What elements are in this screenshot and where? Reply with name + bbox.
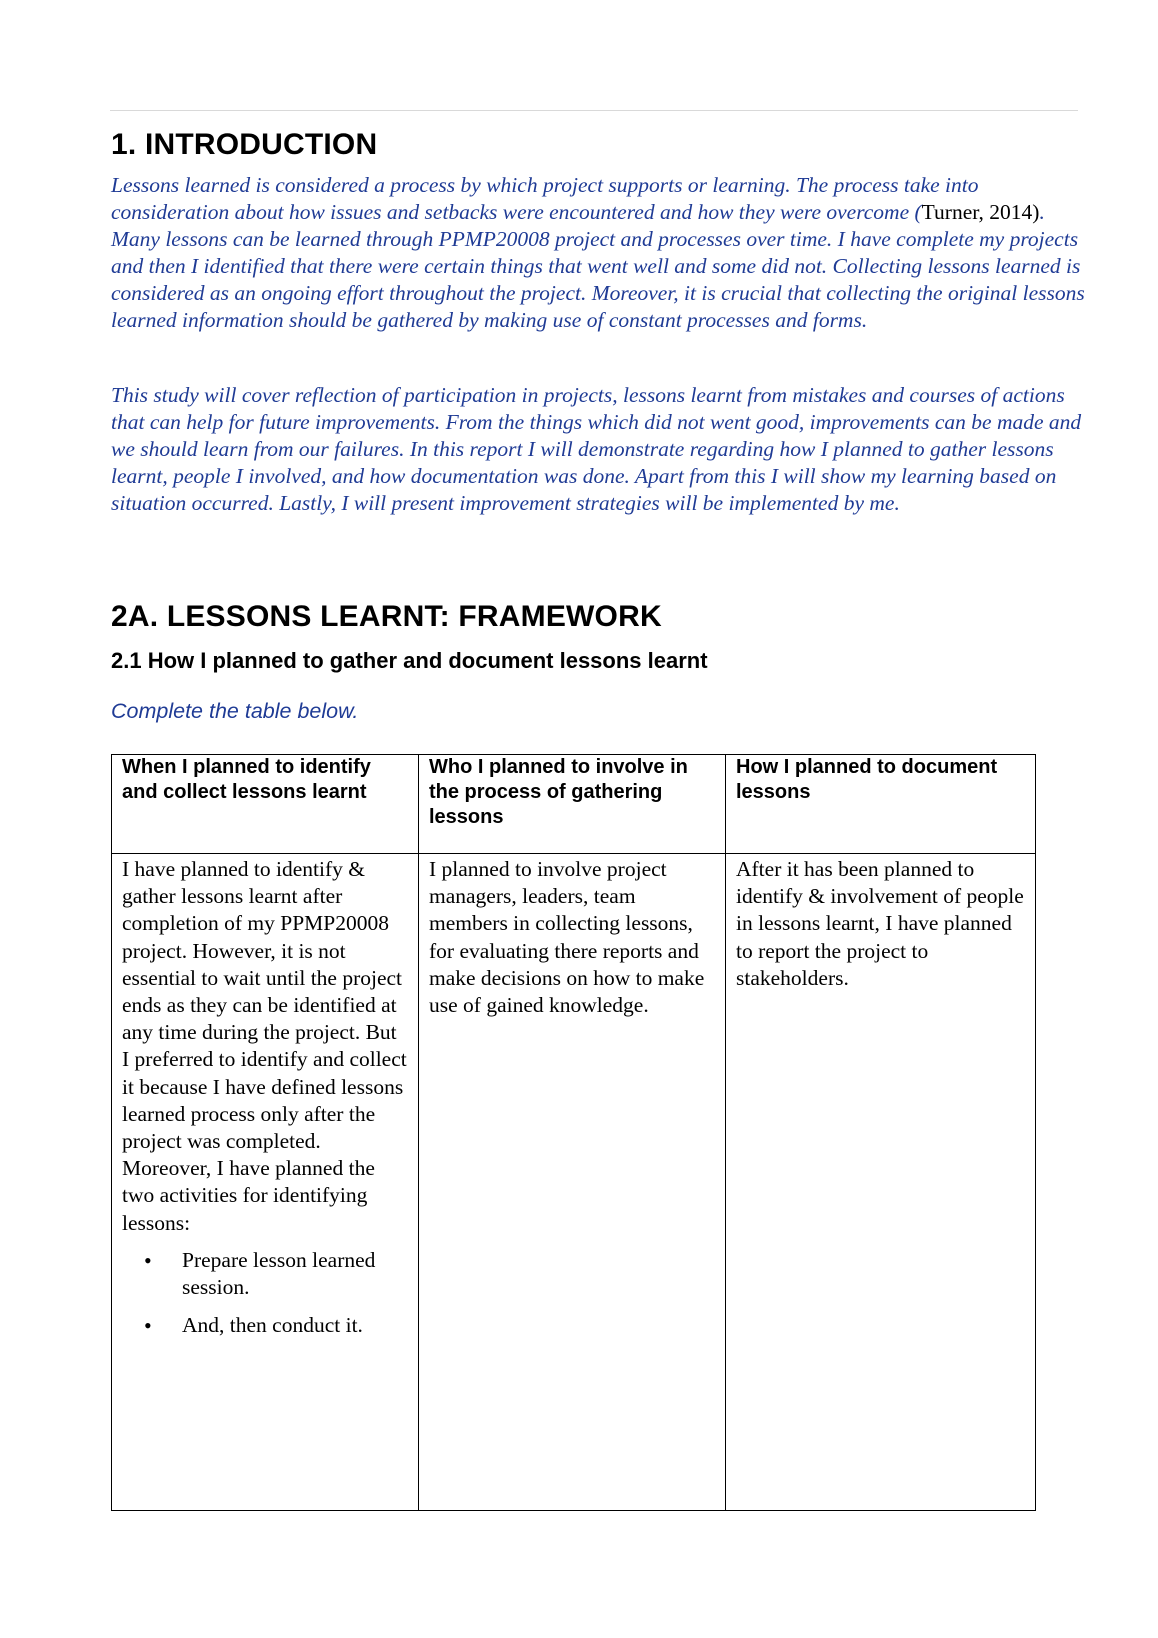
who-text: I planned to involve project managers, leaders, team members in collecting lessons, for evaluating there reports and make decisions on how to make use of gained knowledge.: [429, 857, 705, 1018]
table-header-row: [112, 755, 1036, 854]
header-how: How I planned to document lessons: [736, 756, 998, 803]
lessons-table: [111, 754, 1036, 1511]
citation: Turner, 2014): [921, 200, 1040, 224]
how-text: After it has been planned to identify & involvement of people in lessons learnt, I have planned to report the project to stakeholders.: [736, 857, 1024, 990]
activities-list: [122, 1247, 408, 1340]
table-cell-when: [112, 854, 419, 1511]
intro-text-part-2: . Many lessons can be learned through PPMP20008 project and processes over time. I have complete my projects and then I identified that there were certain things that went well and some did not. Collecting lessons learned is considered as an ongoing effort throughout the project. Moreover, it is crucial that collecting the original lessons learned information should be gathered by making use of constant processes and forms.: [111, 200, 1085, 332]
table-row: [112, 854, 1036, 1511]
list-item: • Prepare lesson learned session.: [182, 1247, 408, 1301]
introduction-paragraph-1: [111, 172, 1086, 334]
table-header-cell: [112, 755, 419, 854]
table-header-cell: [419, 755, 726, 854]
list-item: • And, then conduct it.: [182, 1312, 408, 1339]
subsection-heading: 2.1 How I planned to gather and document lessons learnt: [111, 648, 708, 673]
intro-text-part-1: Lessons learned is considered a process by which project supports or learning. The process take into consideration about how issues and setbacks were encountered and how they were overcome (: [111, 173, 979, 224]
header-who: Who I planned to involve in the process of gathering lessons: [429, 756, 688, 828]
section-heading-framework: 2A. LESSONS LEARNT: FRAMEWORK: [111, 600, 662, 633]
table-instruction: Complete the table below.: [111, 699, 359, 723]
introduction-paragraph-2: This study will cover reflection of participation in projects, lessons learnt from mistakes and courses of actions that can help for future improvements. From the things which did not went good, improvements can be made and we should learn from our failures. In this report I will demonstrate regarding how I planned to gather lessons learnt, people I involved, and how documentation was done. Apart from this I will show my learning based on situation occurred. Lastly, I will present improvement strategies will be implemented by me.: [111, 383, 1082, 515]
table-cell-how: [726, 854, 1036, 1511]
section-heading-introduction: 1. INTRODUCTION: [111, 128, 378, 161]
header-divider: [110, 110, 1078, 111]
table-cell-who: [419, 854, 726, 1511]
header-when: When I planned to identify and collect lessons learnt: [122, 756, 371, 803]
when-text: I have planned to identify & gather lessons learnt after completion of my PPMP20008 project. However, it is not essential to wait until the project ends as they can be identified at any time during the project. But I preferred to identify and collect it because I have defined lessons learned process only after the project was completed. Moreover, I have planned the two activities for identifying lessons:: [122, 857, 407, 1235]
table-header-cell: [726, 755, 1036, 854]
